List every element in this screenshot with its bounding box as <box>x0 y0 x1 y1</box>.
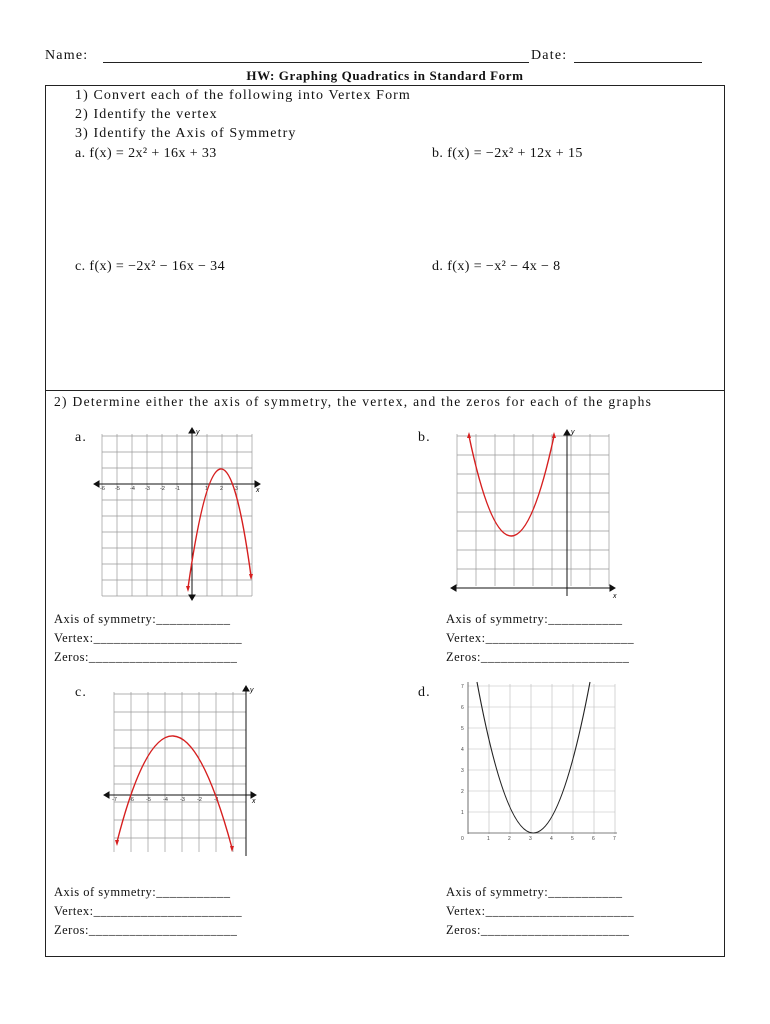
problem-d-label: d. <box>432 259 444 274</box>
graph-d-y-ticks <box>461 684 464 816</box>
problem-d-equation: f(x) = −x² − 4x − 8 <box>447 259 561 274</box>
section2-instruction: 2) Determine either the axis of symmetry, the vertex, and the zeros for each of the graphs <box>54 394 653 409</box>
problem-a-label: a. <box>75 146 86 161</box>
instruction-2: 2) Identify the vertex <box>75 107 218 122</box>
worksheet-title: HW: Graphing Quadratics in Standard Form <box>246 68 524 83</box>
svg-text:2: 2 <box>461 789 464 795</box>
graph-a-label: a. <box>75 430 87 445</box>
problem-a-equation: f(x) = 2x² + 16x + 33 <box>89 146 217 161</box>
problem-c-label: c. <box>75 259 86 274</box>
graph-c-x-label: x <box>252 798 256 805</box>
graph-b-parabola <box>469 436 554 536</box>
graph-d <box>452 678 622 848</box>
problem-d <box>432 259 561 275</box>
name-line[interactable] <box>103 62 529 63</box>
graph-b <box>447 426 622 602</box>
svg-text:2: 2 <box>220 486 224 492</box>
name-label: Name: <box>45 48 89 63</box>
graph-b-axis-answer[interactable]: Axis of symmetry:___________ <box>446 612 623 626</box>
problem-c <box>75 259 225 275</box>
svg-text:1: 1 <box>205 486 209 492</box>
graph-c-y-label: y <box>250 687 254 694</box>
svg-text:7: 7 <box>461 684 464 690</box>
svg-text:-3: -3 <box>180 797 185 803</box>
svg-text:1: 1 <box>487 836 490 842</box>
graph-d-axis-answer[interactable]: Axis of symmetry:___________ <box>446 885 623 899</box>
svg-text:-2: -2 <box>197 797 202 803</box>
problem-a <box>75 146 217 162</box>
graph-c-axis-answer[interactable]: Axis of symmetry:___________ <box>54 885 231 899</box>
svg-text:-6: -6 <box>100 486 105 492</box>
date-line[interactable] <box>574 62 702 63</box>
problem-c-equation: f(x) = −2x² − 16x − 34 <box>89 259 225 274</box>
graph-d-label: d. <box>418 685 431 700</box>
graph-c <box>98 682 262 858</box>
graph-c-parabola <box>117 736 232 848</box>
graph-d-axes <box>468 682 617 834</box>
graph-b-arrowheads <box>467 432 556 438</box>
problem-b <box>432 146 583 162</box>
graph-d-grid <box>468 684 615 834</box>
graph-b-vertex-answer[interactable]: Vertex:______________________ <box>446 631 635 645</box>
svg-text:-2: -2 <box>160 486 165 492</box>
svg-text:5: 5 <box>461 726 464 732</box>
svg-text:7: 7 <box>613 836 616 842</box>
graph-b-label: b. <box>418 430 431 445</box>
svg-text:-1: -1 <box>214 797 219 803</box>
graph-a-grid <box>102 434 252 596</box>
svg-text:-3: -3 <box>145 486 150 492</box>
graph-b-y-label: y <box>571 429 575 436</box>
graph-a <box>88 426 266 602</box>
svg-text:-4: -4 <box>130 486 135 492</box>
graph-c-label: c. <box>75 685 87 700</box>
svg-text:-7: -7 <box>112 797 117 803</box>
graph-c-zeros-answer[interactable]: Zeros:______________________ <box>54 923 238 937</box>
graph-d-vertex-answer[interactable]: Vertex:______________________ <box>446 904 635 918</box>
svg-text:2: 2 <box>508 836 511 842</box>
svg-text:4: 4 <box>550 836 553 842</box>
instruction-3: 3) Identify the Axis of Symmetry <box>75 126 297 141</box>
graph-d-x-ticks <box>461 836 616 842</box>
svg-text:-1: -1 <box>175 486 180 492</box>
instruction-1: 1) Convert each of the following into Vertex Form <box>75 88 411 103</box>
svg-text:1: 1 <box>461 810 464 816</box>
graph-a-axis-answer[interactable]: Axis of symmetry:___________ <box>54 612 231 626</box>
graph-a-x-label: x <box>256 487 260 494</box>
graph-a-zeros-answer[interactable]: Zeros:______________________ <box>54 650 238 664</box>
problem-b-equation: f(x) = −2x² + 12x + 15 <box>447 146 583 161</box>
graph-a-arrowheads <box>186 574 253 592</box>
graph-b-x-label: x <box>613 593 617 600</box>
graph-d-zeros-answer[interactable]: Zeros:______________________ <box>446 923 630 937</box>
svg-text:3: 3 <box>529 836 532 842</box>
svg-text:0: 0 <box>461 836 464 842</box>
graph-c-vertex-answer[interactable]: Vertex:______________________ <box>54 904 243 918</box>
svg-text:5: 5 <box>571 836 574 842</box>
svg-text:3: 3 <box>235 486 239 492</box>
graph-a-x-ticks <box>100 486 238 492</box>
date-label: Date: <box>531 48 568 63</box>
svg-text:-5: -5 <box>146 797 151 803</box>
graph-a-y-label: y <box>196 429 200 436</box>
graph-b-zeros-answer[interactable]: Zeros:______________________ <box>446 650 630 664</box>
svg-text:-4: -4 <box>163 797 168 803</box>
svg-text:-5: -5 <box>115 486 120 492</box>
svg-text:-6: -6 <box>129 797 134 803</box>
svg-text:6: 6 <box>592 836 595 842</box>
svg-text:3: 3 <box>461 768 464 774</box>
problem-b-label: b. <box>432 146 444 161</box>
graph-a-vertex-answer[interactable]: Vertex:______________________ <box>54 631 243 645</box>
svg-text:4: 4 <box>461 747 464 753</box>
svg-text:6: 6 <box>461 705 464 711</box>
